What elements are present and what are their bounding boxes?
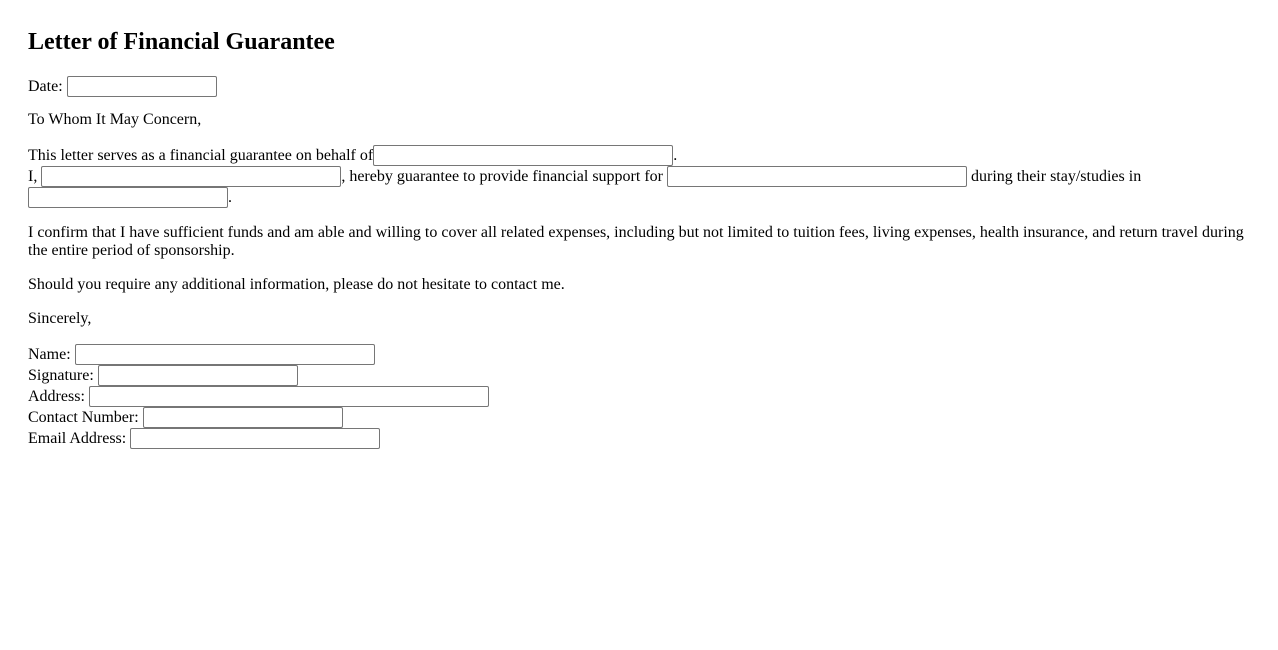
- guarantee-intro: This letter serves as a financial guarantee on behalf of: [28, 147, 374, 164]
- signature-label: Signature:: [28, 367, 94, 384]
- email-input[interactable]: [130, 428, 380, 449]
- beneficiary-input[interactable]: [373, 145, 673, 166]
- name-input[interactable]: [75, 344, 375, 365]
- during-text: during their stay/studies in: [970, 168, 1142, 185]
- closing: Sincerely,: [28, 310, 92, 327]
- greeting: To Whom It May Concern,: [28, 111, 202, 128]
- address-input[interactable]: [89, 386, 489, 407]
- email-label: Email Address:: [28, 430, 127, 447]
- contact-paragraph: Should you require any additional information, please do not hesitate to contact me.: [28, 276, 565, 293]
- guarantee-block: [28, 145, 1250, 208]
- confirm-paragraph: I confirm that I have sufficient funds and am able and willing to cover all related expenses, including but not limited to tuition fees, living expenses, health insurance, and return travel during the entire period of sponsorship.: [28, 224, 1244, 259]
- date-row: [28, 76, 1250, 97]
- supported-person-input[interactable]: [667, 166, 967, 187]
- guarantee-intro-end: .: [673, 147, 678, 164]
- hereby-text: , hereby guarantee to provide financial support for: [341, 168, 663, 185]
- guarantor-prefix: I,: [28, 168, 38, 185]
- date-label: Date:: [28, 78, 63, 95]
- page-title: Letter of Financial Guarantee: [28, 29, 335, 55]
- contact-number-input[interactable]: [143, 407, 343, 428]
- contact-number-label: Contact Number:: [28, 409, 139, 426]
- address-label: Address:: [28, 388, 85, 405]
- signature-input[interactable]: [98, 365, 298, 386]
- location-input[interactable]: [28, 187, 228, 208]
- date-input[interactable]: [67, 76, 217, 97]
- guarantor-name-input[interactable]: [41, 166, 341, 187]
- signature-block: [28, 344, 1250, 449]
- guarantee-end: .: [228, 189, 232, 206]
- name-label: Name:: [28, 346, 71, 363]
